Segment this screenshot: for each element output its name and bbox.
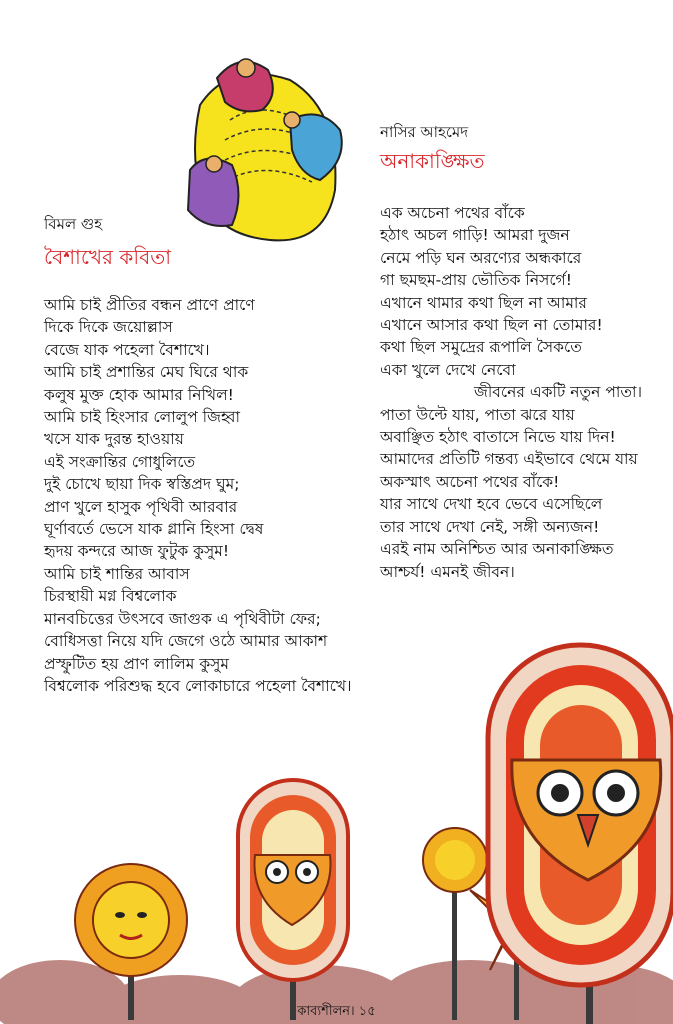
poem-line: মানবচিত্তের উৎসবে জাগুক এ পৃথিবীটা ফের; bbox=[44, 609, 321, 628]
women-illustration bbox=[188, 59, 342, 240]
poem-line: এখানে থামার কথা ছিল না আমার bbox=[380, 293, 587, 312]
poem-line: হঠাৎ অচল গাড়ি! আমরা দুজন bbox=[380, 226, 570, 245]
poem-line: কথা ছিল সমুদ্রের রূপালি সৈকতে bbox=[380, 338, 582, 357]
page-footer bbox=[0, 1002, 673, 1023]
poem-line: একা খুলে দেখে নেবো bbox=[380, 360, 516, 379]
poem-line: আমি চাই শান্তির আবাস bbox=[44, 564, 190, 583]
poem-line: আমি চাই প্রশান্তির মেঘ ঘিরে থাক bbox=[44, 363, 249, 382]
poem-line: যার সাথে দেখা হবে ভেবে এসেছিলে bbox=[380, 495, 603, 514]
poem-line: বিশ্বলোক পরিশুদ্ধ হবে লোকাচারে পহেলা বৈশাখে। bbox=[44, 676, 352, 695]
poem-line: তার সাথে দেখা নেই, সঙ্গী অন্যজন! bbox=[380, 517, 600, 536]
poem-line: আশ্চর্য! এমনই জীবন। bbox=[380, 562, 515, 581]
poem-line: প্রস্ফুটিত হয় প্রাণ লালিম কুসুম bbox=[44, 654, 230, 673]
poem-line: চিরস্থায়ী মগ্ন বিশ্বলোক bbox=[44, 587, 177, 606]
poem-line: আমি চাই হিংসার লোলুপ জিহ্বা bbox=[44, 408, 240, 427]
poem-line: বেজে যাক পহেলা বৈশাখে। bbox=[44, 340, 210, 359]
left-poem-body bbox=[44, 294, 352, 697]
poem-line: অবাঞ্ছিত হঠাৎ বাতাসে নিভে যায় দিন! bbox=[380, 428, 616, 447]
poem-line: খসে যাক দুরন্ত হাওয়ায় bbox=[44, 430, 184, 449]
poem-line: এই সংক্রান্তির গোধুলিতে bbox=[44, 452, 196, 471]
footer-text: কাব্যশীলন। ১৫ bbox=[297, 1004, 376, 1019]
right-poem-title: অনাকাঙ্ক্ষিত bbox=[380, 149, 485, 173]
poem-line: নেমে পড়ি ঘন অরণ্যের অন্ধকারে bbox=[380, 248, 582, 267]
poem-line: আমাদের প্রতিটি গন্তব্য এইভাবে থেমে যায় bbox=[380, 450, 638, 469]
right-poem-body bbox=[380, 202, 642, 583]
poem-line: এখানে আসার কথা ছিল না তোমার! bbox=[380, 316, 603, 335]
right-poem-author: নাসির আহমেদ bbox=[380, 123, 469, 141]
poem-line: হৃদয় কন্দরে আজ ফুটুক কুসুম! bbox=[44, 542, 230, 561]
poem-line: এরই নাম অনিশ্চিত আর অনাকাঙ্ক্ষিত bbox=[380, 540, 614, 559]
poem-line: কলুষ মুক্ত হোক আমার নিখিল! bbox=[44, 385, 234, 404]
poem-line: অকস্মাৎ অচেনা পথের বাঁকে! bbox=[380, 472, 560, 491]
poem-line: গা ছমছম-প্রায় ভৌতিক নিসর্গে! bbox=[380, 271, 572, 290]
left-poem-title: বৈশাখের কবিতা bbox=[44, 245, 172, 269]
poem-line: বোধিসত্তা নিয়ে যদি জেগে ওঠে আমার আকাশ bbox=[44, 632, 328, 651]
poem-line: ঘূর্ণাবর্তে ভেসে যাক গ্লানি হিংসা দ্বেষ bbox=[44, 520, 264, 539]
left-poem-author: বিমল গুহ bbox=[44, 215, 103, 233]
poem-line: এক অচেনা পথের বাঁকে bbox=[380, 204, 525, 222]
poem-line: দিকে দিকে জয়োল্লাস bbox=[44, 318, 173, 337]
poem-line: দুই চোখে ছায়া দিক স্বস্তিপ্রদ ঘুম; bbox=[44, 475, 240, 494]
poem-line: পাতা উল্টে যায়, পাতা ঝরে যায় bbox=[380, 405, 575, 424]
poem-line: জীবনের একটি নতুন পাতা। bbox=[474, 383, 643, 402]
poem-line: প্রাণ খুলে হাসুক পৃথিবী আরবার bbox=[44, 497, 238, 516]
poem-line: আমি চাই প্রীতির বন্ধন প্রাণে প্রাণে bbox=[44, 296, 255, 314]
